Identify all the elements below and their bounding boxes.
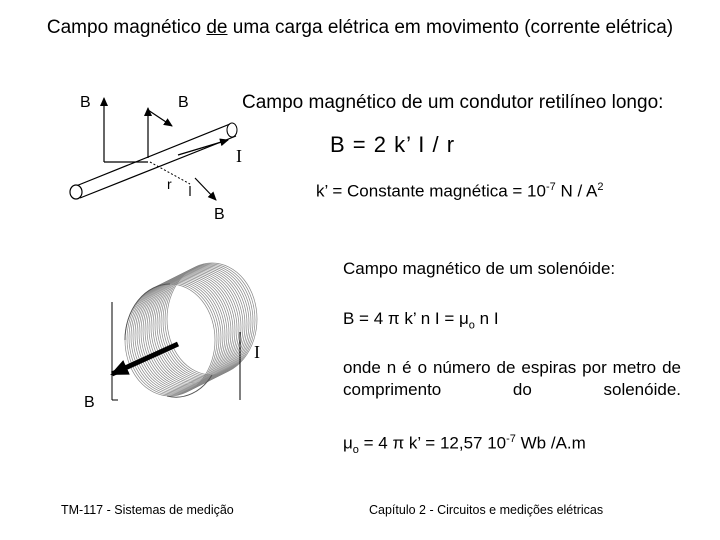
footer-left: TM-117 - Sistemas de medição [61,503,234,517]
label-r: r [167,176,172,192]
solenoid-description: onde n é o número de espiras por metro de comprimento do solenóide. [343,358,681,399]
conductor-formula: B = 2 k’ I / r [330,132,456,157]
page-title: Campo magnético de uma carga elétrica em movimento (corrente elétrica) [46,17,674,38]
conductor-heading: Campo magnético de um condutor retilíneo longo: [242,92,664,113]
permeability-constant: $\mu_o = 4$ π k’ = 12,57 $10^{-7}$ Wb /A.m [343,433,586,457]
footer-right: Capítulo 2 - Circuitos e medições elétricas [369,503,604,517]
magnetic-constant: k’ = Constante magnética = $10^{-7}$ N / $A^2$ [316,181,604,201]
solenoid-heading: Campo magnético de um solenóide: [343,259,616,278]
straight-conductor [70,123,237,199]
label-B-bottom: B [214,206,225,223]
title-underlined-word: de [206,17,228,38]
solenoid-coil [125,263,257,396]
solenoid-label-B: B [84,394,95,411]
conductor-field-vectors [104,98,228,200]
label-B-right: B [178,94,189,111]
solenoid-formula: B = 4 π k’ n $I = \mu_o$ n I [343,309,499,332]
label-B-left: B [80,94,91,111]
label-current-I: I [236,146,242,166]
solenoid-label-I: I [254,342,260,362]
